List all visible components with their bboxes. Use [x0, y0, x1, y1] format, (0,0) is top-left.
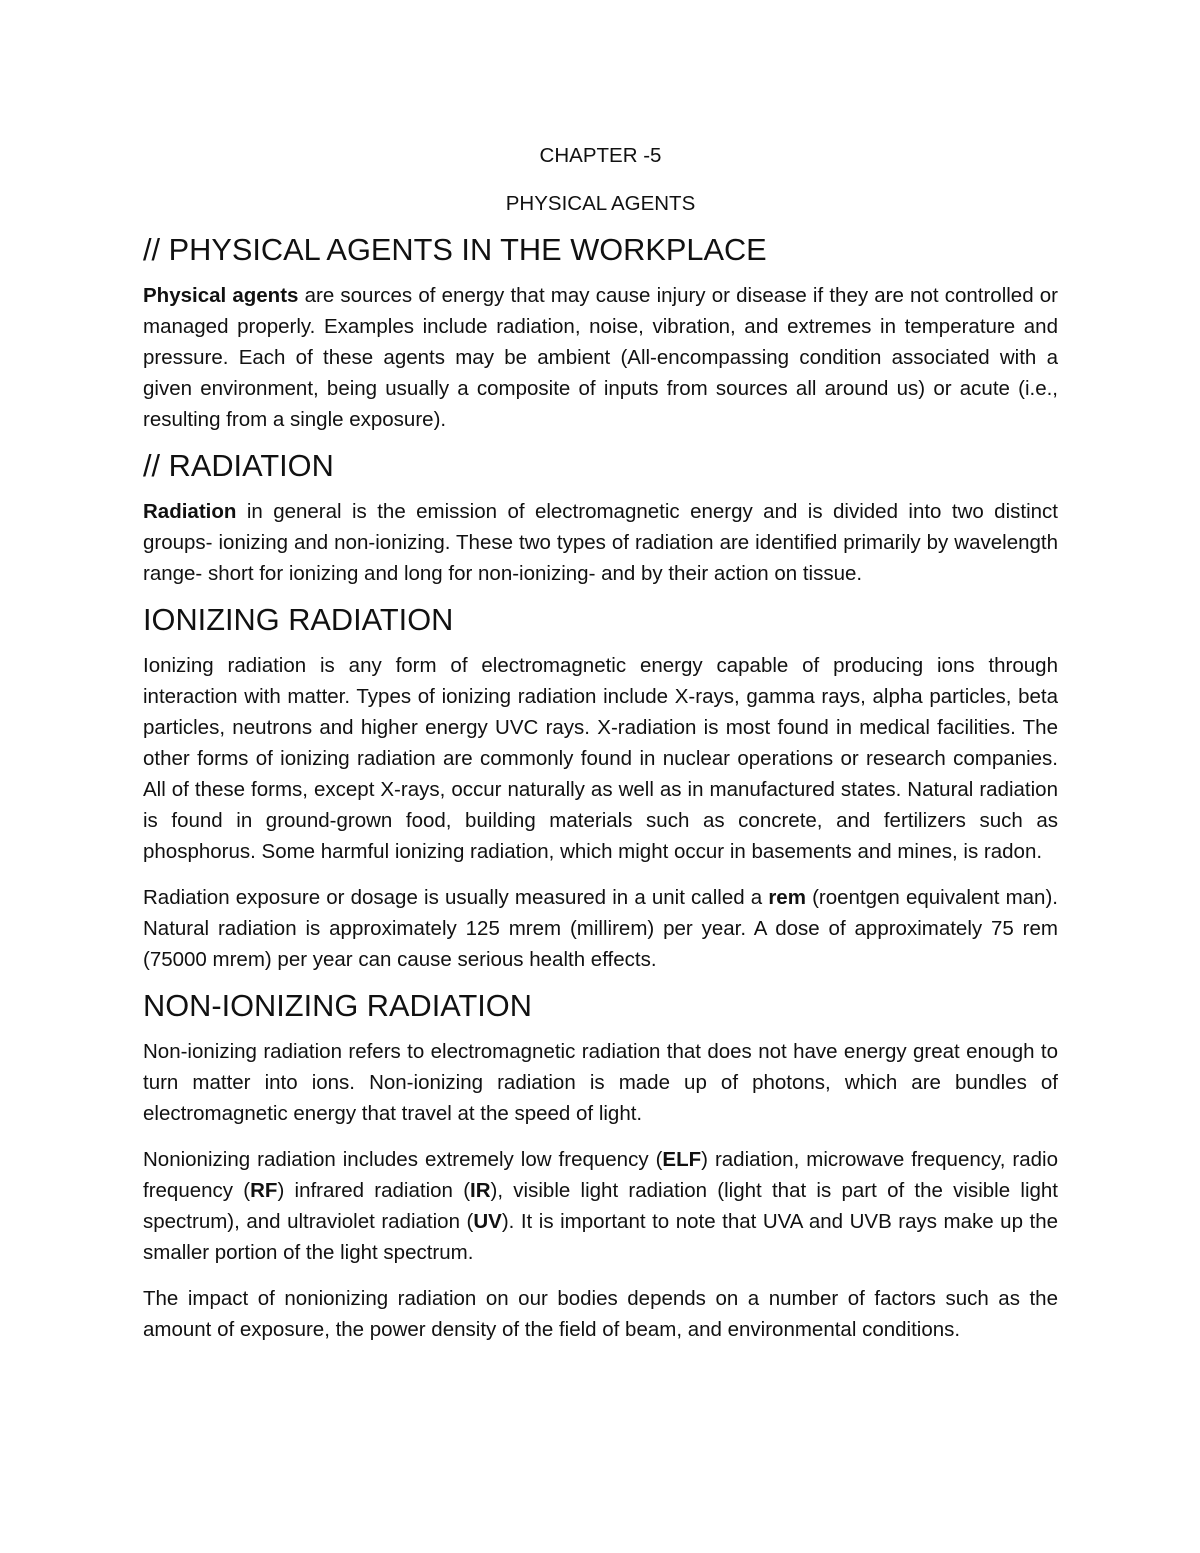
term-elf: ELF [662, 1148, 702, 1171]
paragraph-physical-agents [143, 280, 1058, 435]
paragraph-text: ) radiation, microwave frequency, radio frequency ( [143, 1148, 1058, 1202]
paragraph-ionizing-definition: Ionizing radiation is any form of electromagnetic energy capable of producing ions through interaction with matter. Types of ionizing radiation include X-rays, gamma rays, alpha particles, beta particles, neutrons and higher energy UVC rays. X-radiation is most found in medical facilities. The other forms of ionizing radiation are commonly found in nuclear operations or research companies. All of these forms, except X-rays, occur naturally as well as in manufactured states. Natural radiation is found in ground-grown food, building materials such as concrete, and fertilizers such as phosphorus. Some harmful ionizing radiation, which might occur in basements and mines, is radon. [143, 654, 1058, 863]
paragraph-text: Nonionizing radiation includes extremely low frequency ( [143, 1148, 663, 1171]
paragraph-text: ), visible light radiation (light that is part of the visible light spectrum), and ultraviolet radiation ( [143, 1179, 1059, 1233]
paragraph-text: Radiation exposure or dosage is usually measured in a unit called a [143, 886, 769, 909]
paragraph-text: (roentgen equivalent man). Natural radiation is approximately 125 mrem (millirem) per year. A dose of approximately 75 rem (75000 mrem) per year can cause serious health effects. [143, 886, 1058, 971]
term-rf: RF [250, 1179, 278, 1202]
paragraph-text: ). It is important to note that UVA and UVB rays make up the smaller portion of the light spectrum. [143, 1210, 1058, 1264]
section-heading-ionizing-radiation: IONIZING RADIATION [143, 602, 454, 637]
term-rem: rem [768, 886, 806, 909]
paragraph-nonionizing-impact: The impact of nonionizing radiation on our bodies depends on a number of factors such as the amount of exposure, the power density of the field of beam, and environmental conditions. [143, 1287, 1058, 1341]
paragraph-nonionizing-types [143, 1144, 1058, 1268]
term-uv: UV [473, 1210, 502, 1233]
term-radiation: Radiation [143, 500, 237, 523]
section-heading-non-ionizing-radiation: NON-IONIZING RADIATION [143, 988, 532, 1023]
section-heading-radiation: // RADIATION [143, 448, 334, 483]
document-body [143, 140, 1058, 1360]
paragraph-text: in general is the emission of electromagnetic energy and is divided into two distinct groups- ionizing and non-ionizing. These two types of radiation are identified primarily by wavelength range- short for ionizing and long for non-ionizing- and by their action on tissue. [143, 500, 1058, 585]
chapter-title: PHYSICAL AGENTS [505, 192, 696, 215]
paragraph-radiation [143, 496, 1058, 589]
paragraph-radiation-dosage [143, 882, 1058, 975]
section-heading-physical-agents: // PHYSICAL AGENTS IN THE WORKPLACE [143, 232, 767, 267]
paragraph-text: ) infrared radiation ( [277, 1179, 471, 1202]
chapter-label: CHAPTER -5 [539, 144, 662, 167]
term-physical-agents: Physical agents [143, 284, 299, 307]
paragraph-non-ionizing-definition: Non-ionizing radiation refers to electromagnetic radiation that does not have energy great enough to turn matter into ions. Non-ionizing radiation is made up of photons, which are bundles of electromagnetic energy that travel at the speed of light. [143, 1040, 1058, 1125]
term-ir: IR [470, 1179, 491, 1202]
paragraph-text: are sources of energy that may cause injury or disease if they are not controlled or managed properly. Examples include radiation, noise, vibration, and extremes in temperature and pressure. Each of these agents may be ambient (All-encompassing condition associated with a given environment, being usually a composite of inputs from sources all around us) or acute (i.e., resulting from a single exposure). [143, 284, 1058, 431]
